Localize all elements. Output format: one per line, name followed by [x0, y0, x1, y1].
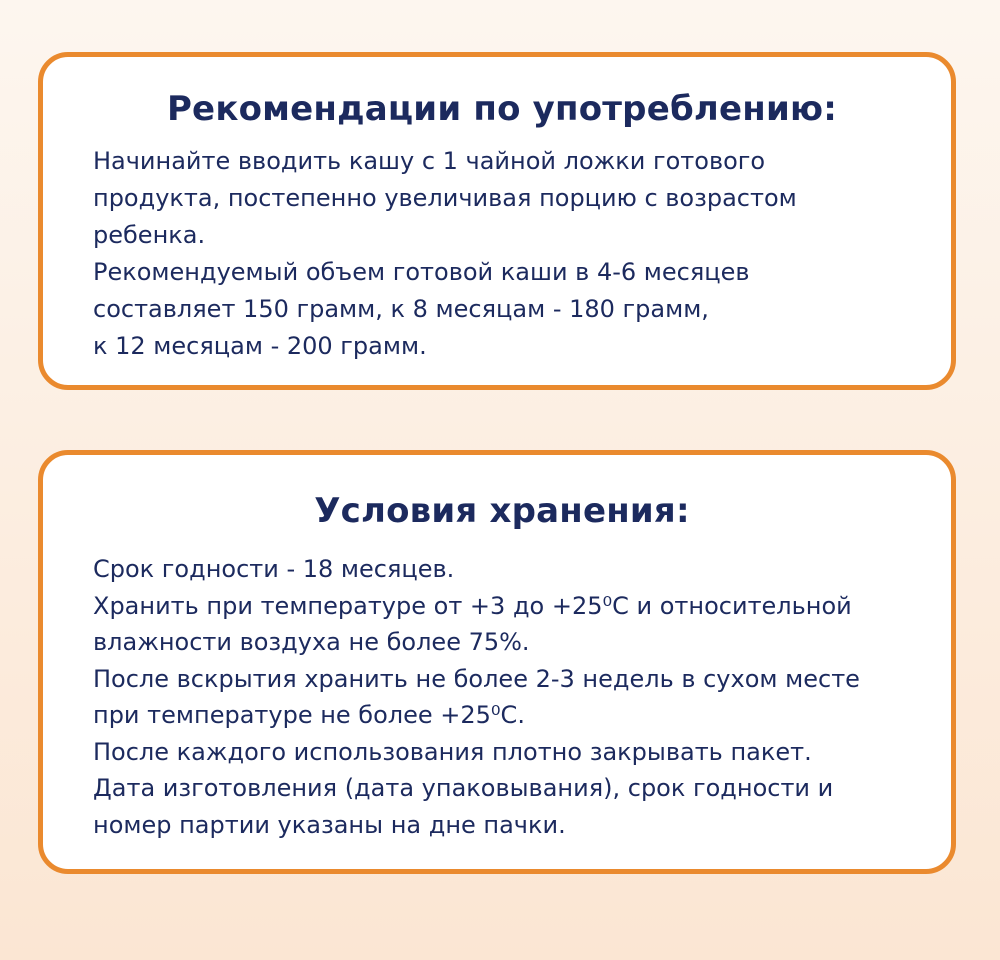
usage-recommendations-text [93, 143, 911, 365]
storage-line: при температуре не более +25⁰С. [93, 701, 525, 729]
storage-line: влажности воздуха не более 75%. [93, 628, 530, 656]
usage-line: Начинайте вводить кашу с 1 чайной ложки готового [93, 147, 766, 175]
storage-line: Дата изготовления (дата упаковывания), срок годности и [93, 774, 834, 802]
usage-line: ребенка. [93, 221, 206, 249]
storage-line: После вскрытия хранить не более 2-3 недель в сухом месте [93, 664, 860, 693]
storage-line: Хранить при температуре от +3 до +25⁰С и относительной [93, 591, 852, 620]
storage-line: номер партии указаны на дне пачки. [93, 810, 566, 839]
usage-line: к 12 месяцам - 200 грамм. [93, 332, 427, 360]
storage-conditions-card [38, 450, 956, 874]
usage-line: составляет 150 грамм, к 8 месяцам - 180 грамм, [93, 295, 709, 323]
usage-recommendations-title: Рекомендации по употреблению: [166, 89, 838, 129]
usage-recommendations-card [38, 52, 956, 390]
storage-conditions-title: Условия хранения: [314, 491, 690, 531]
usage-line: продукта, постепенно увеличивая порцию с возрастом [93, 184, 797, 212]
usage-line: Рекомендуемый объем готовой каши в 4-6 месяцев [93, 258, 750, 286]
storage-line: После каждого использования плотно закрывать пакет. [93, 737, 812, 766]
storage-conditions-text [93, 551, 911, 843]
storage-line: Срок годности - 18 месяцев. [93, 555, 455, 583]
